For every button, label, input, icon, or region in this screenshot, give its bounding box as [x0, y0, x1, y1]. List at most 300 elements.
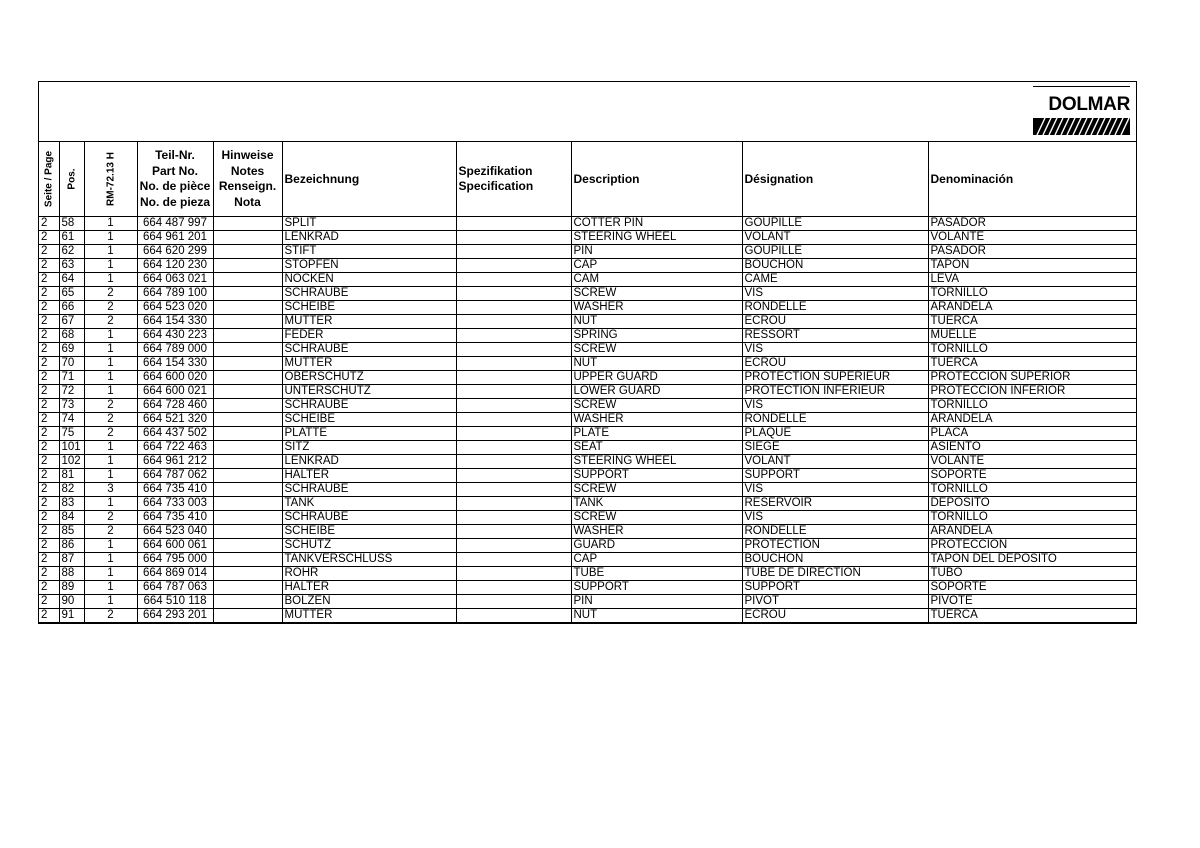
cell-spezifikation	[456, 497, 571, 511]
cell-part-no: 664 787 063	[137, 581, 213, 595]
table-row	[39, 385, 1136, 399]
table-row	[39, 245, 1136, 259]
cell-notes	[213, 301, 282, 315]
cell-denominacion: DEPÓSITO	[928, 497, 1136, 511]
cell-spezifikation	[456, 567, 571, 581]
cell-denominacion: TUERCA	[928, 609, 1136, 623]
cell-denominacion: TORNILLO	[928, 343, 1136, 357]
cell-spezifikation	[456, 287, 571, 301]
table-row	[39, 427, 1136, 441]
cell-pos: 61	[59, 231, 84, 245]
header-band	[39, 82, 1136, 142]
table-row	[39, 525, 1136, 539]
cell-pos: 71	[59, 371, 84, 385]
cell-bezeichnung: SCHRAUBE	[282, 343, 456, 357]
cell-bezeichnung: PLATTE	[282, 427, 456, 441]
cell-page: 2	[39, 343, 59, 357]
cell-denominacion: TUERCA	[928, 357, 1136, 371]
cell-description: SPRING	[571, 329, 742, 343]
cell-designation: SUPPORT	[742, 469, 928, 483]
cell-notes	[213, 441, 282, 455]
cell-page: 2	[39, 329, 59, 343]
cell-denominacion: TORNILLO	[928, 483, 1136, 497]
cell-denominacion: PASADOR	[928, 217, 1136, 231]
cell-pos: 89	[59, 581, 84, 595]
cell-description: GUARD	[571, 539, 742, 553]
cell-notes	[213, 427, 282, 441]
cell-denominacion: ARANDELA	[928, 413, 1136, 427]
parts-list-sheet	[38, 81, 1137, 624]
table-row	[39, 539, 1136, 553]
cell-bezeichnung: SCHEIBE	[282, 301, 456, 315]
cell-bezeichnung: HALTER	[282, 581, 456, 595]
cell-bezeichnung: MUTTER	[282, 357, 456, 371]
cell-part-no: 664 487 997	[137, 217, 213, 231]
cell-denominacion: SOPORTE	[928, 581, 1136, 595]
cell-denominacion: VOLANTE	[928, 455, 1136, 469]
cell-part-no: 664 154 330	[137, 315, 213, 329]
cell-description: LOWER GUARD	[571, 385, 742, 399]
cell-page: 2	[39, 245, 59, 259]
cell-bezeichnung: SCHRAUBE	[282, 287, 456, 301]
cell-designation: PIVOT	[742, 595, 928, 609]
cell-description: PLATE	[571, 427, 742, 441]
cell-spezifikation	[456, 511, 571, 525]
cell-part-no: 664 961 212	[137, 455, 213, 469]
cell-spezifikation	[456, 581, 571, 595]
table-row	[39, 553, 1136, 567]
cell-notes	[213, 483, 282, 497]
cell-denominacion: TAPÓN DEL DEPÓSITO	[928, 553, 1136, 567]
cell-notes	[213, 595, 282, 609]
cell-bezeichnung: BOLZEN	[282, 595, 456, 609]
dolmar-logo	[1033, 86, 1130, 137]
cell-description: COTTER PIN	[571, 217, 742, 231]
cell-page: 2	[39, 399, 59, 413]
cell-denominacion: TORNILLO	[928, 399, 1136, 413]
cell-bezeichnung: OBERSCHUTZ	[282, 371, 456, 385]
cell-part-no: 664 735 410	[137, 483, 213, 497]
cell-spezifikation	[456, 343, 571, 357]
cell-designation: RESSORT	[742, 329, 928, 343]
col-header-spezifikation: Spezifikation Specification	[456, 142, 571, 217]
cell-description: SCREW	[571, 483, 742, 497]
cell-qty: 1	[84, 553, 137, 567]
cell-denominacion: PLACA	[928, 427, 1136, 441]
cell-spezifikation	[456, 553, 571, 567]
table-row	[39, 259, 1136, 273]
cell-qty: 1	[84, 567, 137, 581]
cell-description: SCREW	[571, 343, 742, 357]
table-row	[39, 581, 1136, 595]
cell-pos: 91	[59, 609, 84, 623]
cell-description: SCREW	[571, 511, 742, 525]
cell-part-no: 664 521 320	[137, 413, 213, 427]
cell-page: 2	[39, 273, 59, 287]
cell-description: UPPER GUARD	[571, 371, 742, 385]
cell-description: SCREW	[571, 287, 742, 301]
cell-designation: VIS	[742, 343, 928, 357]
cell-qty: 2	[84, 315, 137, 329]
table-row	[39, 329, 1136, 343]
cell-designation: RONDELLE	[742, 301, 928, 315]
cell-page: 2	[39, 385, 59, 399]
cell-bezeichnung: UNTERSCHUTZ	[282, 385, 456, 399]
cell-spezifikation	[456, 609, 571, 623]
cell-part-no: 664 722 463	[137, 441, 213, 455]
cell-part-no: 664 063 021	[137, 273, 213, 287]
table-row	[39, 357, 1136, 371]
cell-notes	[213, 245, 282, 259]
cell-notes	[213, 315, 282, 329]
cell-pos: 90	[59, 595, 84, 609]
table-row	[39, 483, 1136, 497]
cell-spezifikation	[456, 217, 571, 231]
cell-spezifikation	[456, 315, 571, 329]
cell-notes	[213, 343, 282, 357]
cell-notes	[213, 469, 282, 483]
cell-part-no: 664 523 040	[137, 525, 213, 539]
cell-part-no: 664 154 330	[137, 357, 213, 371]
cell-qty: 1	[84, 245, 137, 259]
cell-spezifikation	[456, 259, 571, 273]
cell-bezeichnung: SCHRAUBE	[282, 483, 456, 497]
cell-denominacion: TUERCA	[928, 315, 1136, 329]
cell-page: 2	[39, 539, 59, 553]
cell-page: 2	[39, 525, 59, 539]
cell-part-no: 664 869 014	[137, 567, 213, 581]
cell-pos: 66	[59, 301, 84, 315]
cell-page: 2	[39, 287, 59, 301]
cell-description: SCREW	[571, 399, 742, 413]
cell-page: 2	[39, 231, 59, 245]
cell-description: PIN	[571, 595, 742, 609]
cell-part-no: 664 733 003	[137, 497, 213, 511]
cell-designation: VOLANT	[742, 455, 928, 469]
table-row	[39, 441, 1136, 455]
cell-spezifikation	[456, 469, 571, 483]
cell-denominacion: ARANDELA	[928, 525, 1136, 539]
parts-table	[39, 142, 1136, 623]
cell-part-no: 664 789 100	[137, 287, 213, 301]
cell-spezifikation	[456, 595, 571, 609]
cell-denominacion: TORNILLO	[928, 287, 1136, 301]
cell-notes	[213, 497, 282, 511]
cell-designation: BOUCHON	[742, 259, 928, 273]
cell-pos: 64	[59, 273, 84, 287]
cell-pos: 86	[59, 539, 84, 553]
cell-description: CAM	[571, 273, 742, 287]
table-row	[39, 399, 1136, 413]
cell-designation: PLAQUE	[742, 427, 928, 441]
cell-bezeichnung: ROHR	[282, 567, 456, 581]
cell-pos: 67	[59, 315, 84, 329]
cell-spezifikation	[456, 539, 571, 553]
logo-rule	[1033, 86, 1130, 87]
table-header-row	[39, 142, 1136, 217]
cell-page: 2	[39, 567, 59, 581]
cell-part-no: 664 600 020	[137, 371, 213, 385]
cell-qty: 1	[84, 231, 137, 245]
cell-spezifikation	[456, 413, 571, 427]
cell-pos: 102	[59, 455, 84, 469]
cell-designation: GOUPILLE	[742, 245, 928, 259]
cell-bezeichnung: HALTER	[282, 469, 456, 483]
cell-bezeichnung: SCHEIBE	[282, 413, 456, 427]
cell-qty: 1	[84, 581, 137, 595]
cell-denominacion: ASIENTO	[928, 441, 1136, 455]
table-row	[39, 315, 1136, 329]
cell-spezifikation	[456, 357, 571, 371]
table-row	[39, 609, 1136, 623]
cell-notes	[213, 399, 282, 413]
cell-description: STEERING WHEEL	[571, 231, 742, 245]
cell-part-no: 664 510 118	[137, 595, 213, 609]
cell-page: 2	[39, 357, 59, 371]
cell-bezeichnung: TANK	[282, 497, 456, 511]
cell-qty: 1	[84, 259, 137, 273]
cell-spezifikation	[456, 427, 571, 441]
cell-qty: 1	[84, 371, 137, 385]
col-header-description: Description	[571, 142, 742, 217]
cell-spezifikation	[456, 525, 571, 539]
cell-qty: 2	[84, 399, 137, 413]
cell-page: 2	[39, 301, 59, 315]
cell-pos: 72	[59, 385, 84, 399]
cell-page: 2	[39, 609, 59, 623]
cell-description: SUPPORT	[571, 469, 742, 483]
cell-part-no: 664 600 021	[137, 385, 213, 399]
cell-notes	[213, 357, 282, 371]
cell-designation: VOLANT	[742, 231, 928, 245]
table-row	[39, 567, 1136, 581]
cell-description: CAP	[571, 259, 742, 273]
cell-bezeichnung: FEDER	[282, 329, 456, 343]
col-header-notes: Hinweise Notes Renseign. Nota	[213, 142, 282, 217]
cell-spezifikation	[456, 329, 571, 343]
cell-spezifikation	[456, 455, 571, 469]
cell-qty: 2	[84, 525, 137, 539]
cell-denominacion: TUBO	[928, 567, 1136, 581]
cell-bezeichnung: STOPFEN	[282, 259, 456, 273]
cell-page: 2	[39, 217, 59, 231]
cell-page: 2	[39, 259, 59, 273]
cell-denominacion: PIVOTE	[928, 595, 1136, 609]
cell-designation: ECROU	[742, 315, 928, 329]
cell-designation: RESERVOIR	[742, 497, 928, 511]
cell-notes	[213, 329, 282, 343]
cell-part-no: 664 523 020	[137, 301, 213, 315]
cell-part-no: 664 961 201	[137, 231, 213, 245]
cell-designation: ECROU	[742, 609, 928, 623]
cell-denominacion: PROTECCIÓN INFERIOR	[928, 385, 1136, 399]
cell-part-no: 664 620 299	[137, 245, 213, 259]
cell-qty: 1	[84, 217, 137, 231]
cell-qty: 1	[84, 455, 137, 469]
col-header-qty: RM-72.13 H	[84, 142, 137, 217]
table-row	[39, 273, 1136, 287]
table-row	[39, 455, 1136, 469]
cell-bezeichnung: TANKVERSCHLUSS	[282, 553, 456, 567]
cell-page: 2	[39, 581, 59, 595]
cell-qty: 2	[84, 427, 137, 441]
col-header-page: Seite / Page	[39, 142, 59, 217]
cell-designation: PROTECTION INFERIEUR	[742, 385, 928, 399]
cell-qty: 2	[84, 301, 137, 315]
col-header-part-no: Teil-Nr. Part No. No. de pièce No. de pieza	[137, 142, 213, 217]
cell-designation: RONDELLE	[742, 413, 928, 427]
cell-bezeichnung: SITZ	[282, 441, 456, 455]
cell-bezeichnung: SCHUTZ	[282, 539, 456, 553]
cell-page: 2	[39, 469, 59, 483]
cell-description: SUPPORT	[571, 581, 742, 595]
cell-denominacion: TAPÓN	[928, 259, 1136, 273]
table-row	[39, 511, 1136, 525]
cell-spezifikation	[456, 399, 571, 413]
cell-designation: VIS	[742, 483, 928, 497]
logo-stripes-icon	[1033, 118, 1130, 135]
cell-qty: 1	[84, 539, 137, 553]
cell-qty: 2	[84, 413, 137, 427]
cell-part-no: 664 795 000	[137, 553, 213, 567]
cell-designation: GOUPILLE	[742, 217, 928, 231]
cell-qty: 1	[84, 273, 137, 287]
cell-pos: 82	[59, 483, 84, 497]
cell-qty: 1	[84, 343, 137, 357]
cell-part-no: 664 735 410	[137, 511, 213, 525]
cell-pos: 101	[59, 441, 84, 455]
cell-bezeichnung: SCHEIBE	[282, 525, 456, 539]
cell-part-no: 664 293 201	[137, 609, 213, 623]
cell-qty: 2	[84, 511, 137, 525]
cell-notes	[213, 581, 282, 595]
cell-pos: 83	[59, 497, 84, 511]
table-row	[39, 497, 1136, 511]
cell-qty: 1	[84, 595, 137, 609]
cell-notes	[213, 371, 282, 385]
cell-part-no: 664 600 061	[137, 539, 213, 553]
cell-page: 2	[39, 315, 59, 329]
cell-notes	[213, 511, 282, 525]
cell-qty: 1	[84, 441, 137, 455]
cell-denominacion: TORNILLO	[928, 511, 1136, 525]
cell-description: NUT	[571, 609, 742, 623]
cell-designation: ECROU	[742, 357, 928, 371]
cell-designation: TUBE DE DIRECTION	[742, 567, 928, 581]
cell-pos: 68	[59, 329, 84, 343]
table-row	[39, 413, 1136, 427]
cell-pos: 69	[59, 343, 84, 357]
cell-spezifikation	[456, 245, 571, 259]
cell-pos: 74	[59, 413, 84, 427]
cell-qty: 3	[84, 483, 137, 497]
cell-bezeichnung: LENKRAD	[282, 455, 456, 469]
cell-spezifikation	[456, 273, 571, 287]
cell-spezifikation	[456, 483, 571, 497]
cell-qty: 2	[84, 609, 137, 623]
cell-page: 2	[39, 413, 59, 427]
cell-part-no: 664 787 062	[137, 469, 213, 483]
cell-description: WASHER	[571, 301, 742, 315]
cell-description: STEERING WHEEL	[571, 455, 742, 469]
cell-description: WASHER	[571, 413, 742, 427]
cell-designation: PROTECTION SUPERIEUR	[742, 371, 928, 385]
table-row	[39, 231, 1136, 245]
cell-notes	[213, 553, 282, 567]
table-row	[39, 217, 1136, 231]
cell-spezifikation	[456, 231, 571, 245]
cell-designation: VIS	[742, 511, 928, 525]
col-header-designation: Désignation	[742, 142, 928, 217]
cell-description: WASHER	[571, 525, 742, 539]
cell-page: 2	[39, 483, 59, 497]
cell-spezifikation	[456, 441, 571, 455]
cell-designation: SIEGE	[742, 441, 928, 455]
cell-designation: SUPPORT	[742, 581, 928, 595]
cell-bezeichnung: MUTTER	[282, 609, 456, 623]
cell-page: 2	[39, 511, 59, 525]
table-row	[39, 301, 1136, 315]
cell-qty: 2	[84, 287, 137, 301]
cell-notes	[213, 385, 282, 399]
cell-qty: 1	[84, 469, 137, 483]
cell-part-no: 664 789 000	[137, 343, 213, 357]
cell-pos: 73	[59, 399, 84, 413]
col-header-pos: Pos.	[59, 142, 84, 217]
col-header-denominacion: Denominación	[928, 142, 1136, 217]
cell-notes	[213, 413, 282, 427]
cell-part-no: 664 437 502	[137, 427, 213, 441]
cell-pos: 81	[59, 469, 84, 483]
cell-pos: 75	[59, 427, 84, 441]
table-row	[39, 595, 1136, 609]
cell-page: 2	[39, 553, 59, 567]
cell-bezeichnung: LENKRAD	[282, 231, 456, 245]
cell-spezifikation	[456, 385, 571, 399]
cell-denominacion: PROTECCIÓN SUPERIOR	[928, 371, 1136, 385]
cell-denominacion: PROTECCIÓN	[928, 539, 1136, 553]
cell-bezeichnung: SPLIT	[282, 217, 456, 231]
cell-designation: BOUCHON	[742, 553, 928, 567]
cell-description: NUT	[571, 357, 742, 371]
cell-description: SEAT	[571, 441, 742, 455]
cell-description: CAP	[571, 553, 742, 567]
cell-description: PIN	[571, 245, 742, 259]
cell-pos: 84	[59, 511, 84, 525]
cell-designation: VIS	[742, 287, 928, 301]
table-row	[39, 469, 1136, 483]
cell-pos: 58	[59, 217, 84, 231]
cell-notes	[213, 455, 282, 469]
col-header-bezeichnung: Bezeichnung	[282, 142, 456, 217]
cell-page: 2	[39, 427, 59, 441]
cell-qty: 1	[84, 385, 137, 399]
cell-pos: 85	[59, 525, 84, 539]
cell-denominacion: MUELLE	[928, 329, 1136, 343]
cell-notes	[213, 539, 282, 553]
cell-pos: 65	[59, 287, 84, 301]
cell-denominacion: PASADOR	[928, 245, 1136, 259]
cell-notes	[213, 609, 282, 623]
cell-bezeichnung: STIFT	[282, 245, 456, 259]
cell-denominacion: ARANDELA	[928, 301, 1136, 315]
cell-denominacion: VOLANTE	[928, 231, 1136, 245]
cell-part-no: 664 120 230	[137, 259, 213, 273]
cell-notes	[213, 231, 282, 245]
cell-page: 2	[39, 371, 59, 385]
table-row	[39, 287, 1136, 301]
cell-page: 2	[39, 595, 59, 609]
